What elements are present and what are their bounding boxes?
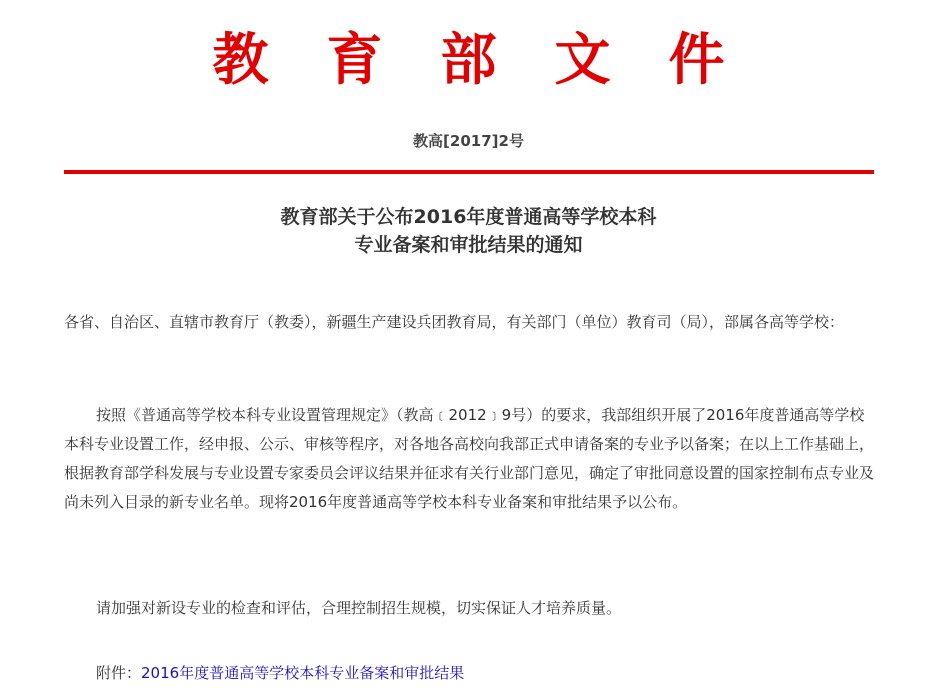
body-paragraph-2: 请加强对新设专业的检查和评估，合理控制招生规模，切实保证人才培养质量。 xyxy=(96,599,622,617)
title-line-2: 专业备案和审批结果的通知 xyxy=(354,234,583,256)
addressee-paragraph: 各省、自治区、直辖市教育厅（教委），新疆生产建设兵团教育局，有关部门（单位）教育司（局），部属各高等学校： xyxy=(64,313,845,331)
attachment-label: 附件： xyxy=(96,664,142,682)
document-number: 教高[2017]2号 xyxy=(413,132,524,150)
attachment-line xyxy=(64,659,876,688)
title-line-1: 教育部关于公布2016年度普通高等学校本科 xyxy=(280,206,657,228)
document-masthead: 教育部文件 xyxy=(212,27,783,93)
body-paragraph-1: 按照《普通高等学校本科专业设置管理规定》（教高﹝2012﹞9号）的要求，我部组织开展了2016年度普通高等学校本科专业设置工作，经申报、公示、审核等程序，对各地各高校向我部正式申请备案的专业予以备案；在以上工作基础上，根据教育部学科发展与专业设置专家委员会评议结果并征求有关行业部门意见，确定了审批同意设置的国家控制布点专业及尚未列入目录的新专业名单。现将2016年度普通高等学校本科专业备案和审批结果予以公布。 xyxy=(64,406,875,511)
red-divider xyxy=(64,170,874,174)
document-title xyxy=(0,203,937,259)
attachment-link[interactable]: 2016年度普通高等学校本科专业备案和审批结果 xyxy=(141,664,465,682)
